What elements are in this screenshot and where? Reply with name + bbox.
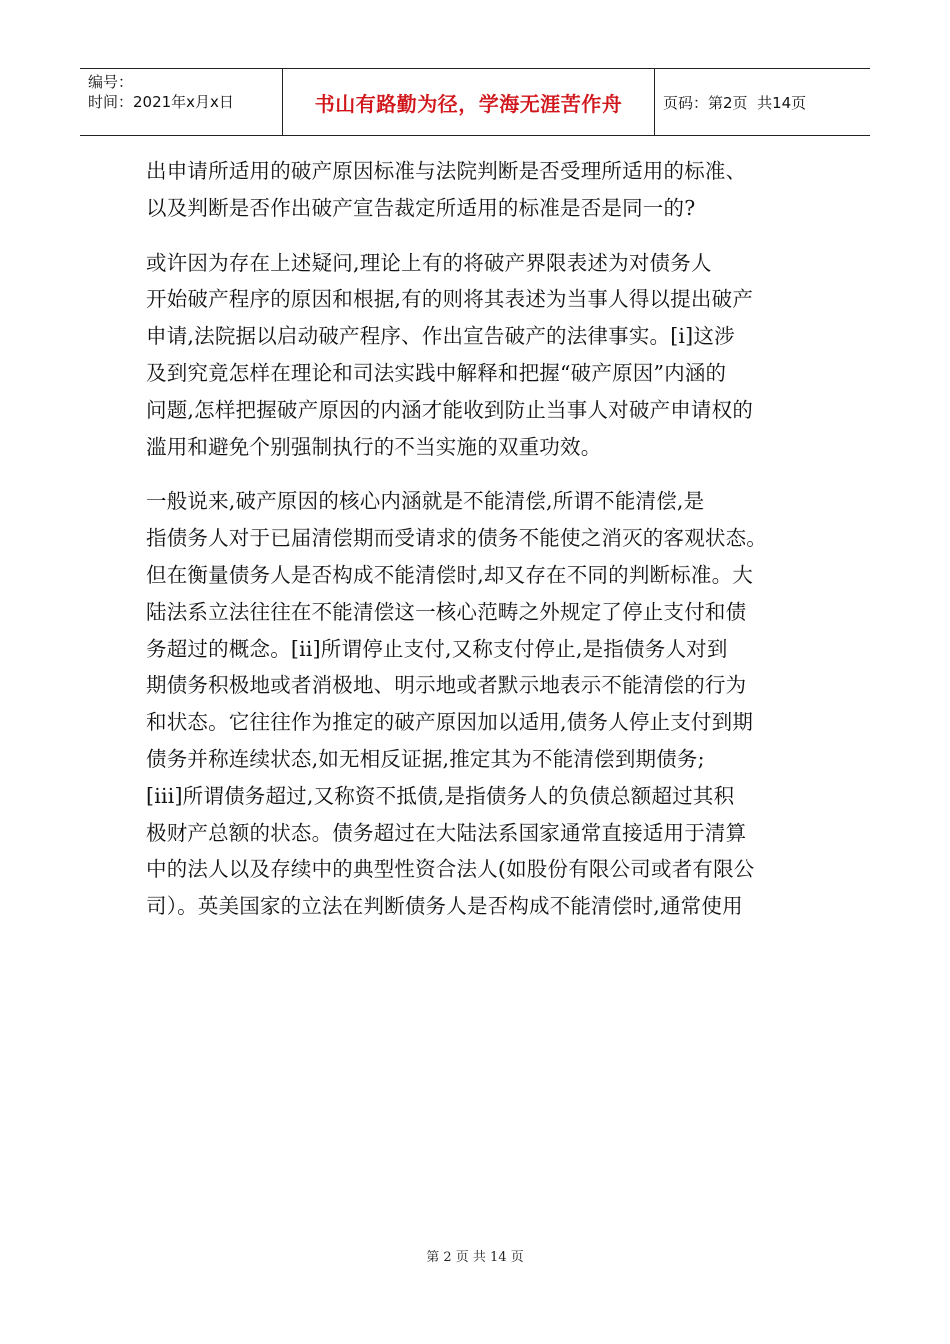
text-line: 或许因为存在上述疑问,理论上有的将破产界限表述为对债务人 [146, 250, 712, 275]
page-footer: 第 2 页 共 14 页 [426, 1250, 524, 1265]
text-line: 以及判断是否作出破产宣告裁定所适用的标准是否是同一的? [146, 195, 696, 220]
header-meta [80, 69, 283, 135]
header-number-label: 编号： [88, 73, 134, 91]
text-line: 务超过的概念。[ii]所谓停止支付,又称支付停止,是指债务人对到 [146, 636, 728, 661]
text-line: 债务并称连续状态,如无相反证据,推定其为不能清偿到期债务; [146, 746, 705, 771]
text-line: 及到究竟怎样在理论和司法实践中解释和把握“破产原因”内涵的 [146, 360, 727, 385]
header-time-label: 时间：2021年x月x日 [88, 93, 234, 111]
paragraph-gap [146, 465, 810, 483]
text-line: 开始破产程序的原因和根据,有的则将其表述为当事人得以提出破产 [146, 287, 754, 312]
document-body [146, 153, 810, 925]
paragraph [146, 153, 810, 227]
text-line: 指债务人对于已届清偿期而受请求的债务不能使之消灭的客观状态。 [146, 526, 767, 551]
text-line: 极财产总额的状态。债务超过在大陆法系国家通常直接适用于清算 [146, 820, 747, 845]
text-line: 司）。英美国家的立法在判断债务人是否构成不能清偿时,通常使用 [146, 894, 743, 919]
text-line: 出申请所适用的破产原因标准与法院判断是否受理所适用的标准、 [146, 159, 747, 183]
text-line: 中的法人以及存续中的典型性资合法人(如股份有限公司或者有限公 [146, 857, 755, 882]
text-line: [iii]所谓债务超过,又称资不抵债,是指债务人的负债总额超过其积 [146, 783, 735, 808]
text-line: 滥用和避免个别强制执行的不当实施的双重功效。 [146, 434, 602, 459]
text-line: 但在衡量债务人是否构成不能清偿时,却又存在不同的判断标准。大 [146, 562, 754, 587]
paragraph-gap [146, 227, 810, 245]
paragraph [146, 245, 810, 466]
text-line: 陆法系立法往往在不能清偿这一核心范畴之外规定了停止支付和债 [146, 599, 747, 624]
text-line: 期债务积极地或者消极地、明示地或者默示地表示不能清偿的行为 [146, 673, 747, 698]
document-header [80, 68, 870, 136]
header-page-info: 页码：第2页 共14页 [663, 93, 807, 112]
paragraph [146, 483, 810, 925]
text-line: 一般说来,破产原因的核心内涵就是不能清偿,所谓不能清偿,是 [146, 489, 705, 514]
text-line: 申请,法院据以启动破产程序、作出宣告破产的法律事实。[i]这涉 [146, 324, 735, 349]
text-line: 问题,怎样把握破产原因的内涵才能收到防止当事人对破产申请权的 [146, 397, 754, 422]
header-motto: 书山有路勤为径，学海无涯苦作舟 [283, 69, 655, 135]
text-line: 和状态。它往往作为推定的破产原因加以适用,债务人停止支付到期 [146, 710, 754, 735]
